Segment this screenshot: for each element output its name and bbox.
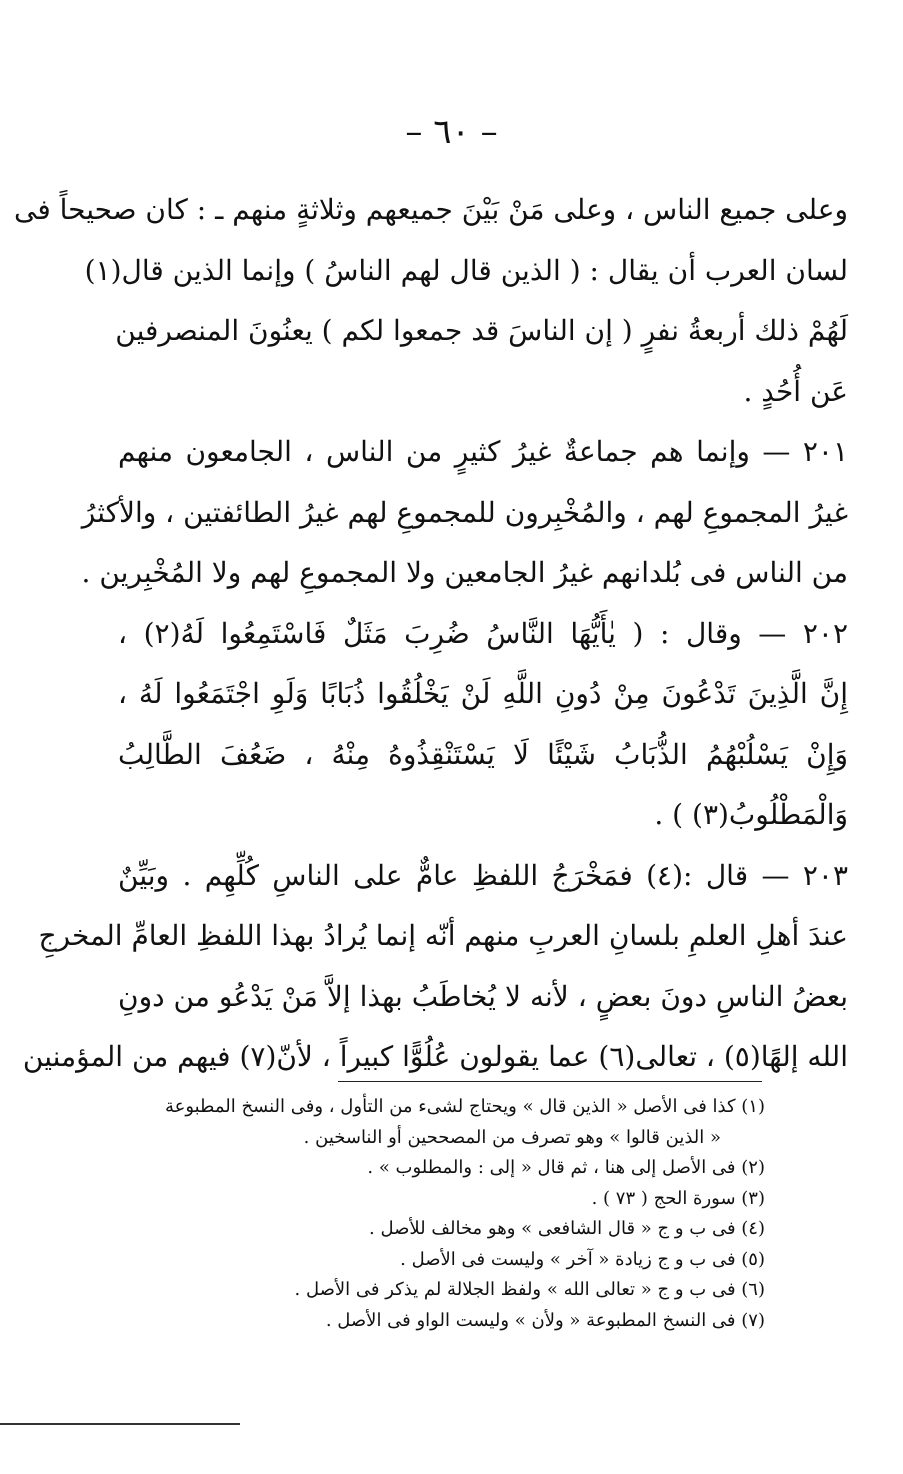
footnote-divider [338,1081,762,1082]
text-line: إِنَّ الَّذِينَ تَدْعُونَ مِنْ دُونِ اللَّهِ لَنْ يَخْلُقُوا ذُبَابًا وَلَوِ اجْتَمَعُوا لَهُ ، [118,677,848,710]
footnote-4: (٤) فى ب و ج « قال الشافعى » وهو مخالف للأصل . [369,1218,765,1239]
text-line: لسان العرب أن يقال : ( الذين قال لهم الناسُ ) وإنما الذين قال(١) [84,253,848,287]
footnotes [100,1092,765,1336]
text-line: ٢٠٢ — وقال : ( يٰأَيُّهَا النَّاسُ ضُرِبَ مَثَلٌ فَاسْتَمِعُوا لَهُ(٢) ، [118,616,848,650]
text-line: ٢٠٣ — قال :(٤) فمَخْرَجُ اللفظِ عامٌّ على الناسِ كُلِّهِم . وبَيِّنٌ [118,858,848,892]
footnote-6: (٦) فى ب و ج « تعالى الله » ولفظ الجلالة لم يذكر فى الأصل . [294,1279,765,1300]
bottom-edge-line [0,1423,240,1425]
text-line: وعلى جميع الناس ، وعلى مَنْ بَيْنَ جميعهم وثلاثةٍ منهم ـ : كان صحيحاً فى [14,193,848,226]
footnote-7: (٧) فى النسخ المطبوعة « ولأن » وليست الواو فى الأصل . [325,1309,765,1331]
footnote-1: (١) كذا فى الأصل « الذين قال » ويحتاج لشىء من التأول ، وفى النسخ المطبوعة [164,1096,765,1117]
text-line: بعضُ الناسِ دونَ بعضٍ ، لأنه لا يُخاطَبُ بهذا إلاَّ مَنْ يَدْعُو من دونِ [118,979,848,1013]
footnote-2: (٢) فى الأصل إلى هنا ، ثم قال « إلى : والمطلوب » . [367,1157,765,1178]
footnote-5: (٥) فى ب و ج زيادة « آخر » وليست فى الأصل . [400,1248,765,1270]
text-line: وَالْمَطْلُوبُ(٣) ) . [654,798,848,831]
text-line: لَهُمْ ذلك أربعةُ نفرٍ ( إن الناسَ قد جمعوا لكم ) يعنُونَ المنصرفين [115,314,848,347]
text-line: ٢٠١ — وإنما هم جماعةٌ غيرُ كثيرٍ من الناس ، الجامعون منهم [118,435,848,468]
main-text [14,180,848,1088]
footnote-3: (٣) سورة الحج ( ٧٣ ) . [591,1187,765,1209]
text-line: من الناس فى بُلدانهم غيرُ الجامعين ولا المجموعِ لهم ولا المُخْبِرين . [81,556,848,589]
text-line: الله إلهًا(٥) ، تعالى(٦) عما يقولون عُلُوًّا كبيراً ، لأنّ(٧) فيهم من المؤمنين [22,1040,848,1073]
page-number: – ٦٠ – [405,112,498,152]
text-line: غيرُ المجموعِ لهم ، والمُخْبِرون للمجموعِ لهم غيرُ الطائفتين ، والأكثرُ [81,495,848,529]
text-line: وَإِنْ يَسْلُبْهُمُ الذُّبَابُ شَيْئًا لَا يَسْتَنْقِذُوهُ مِنْهُ ، ضَعُفَ الطَّالِبُ [118,737,848,771]
footnote-1-continuation: « الذين قالوا » وهو تصرف من المصححين أو الناسخين . [303,1126,721,1148]
text-line: عندَ أهلِ العلمِ بلسانِ العربِ منهم أنّه إنما يُرادُ بهذا اللفظِ العامِّ المخرجِ [38,919,848,952]
text-line: عَن أُحُدٍ . [743,374,848,408]
